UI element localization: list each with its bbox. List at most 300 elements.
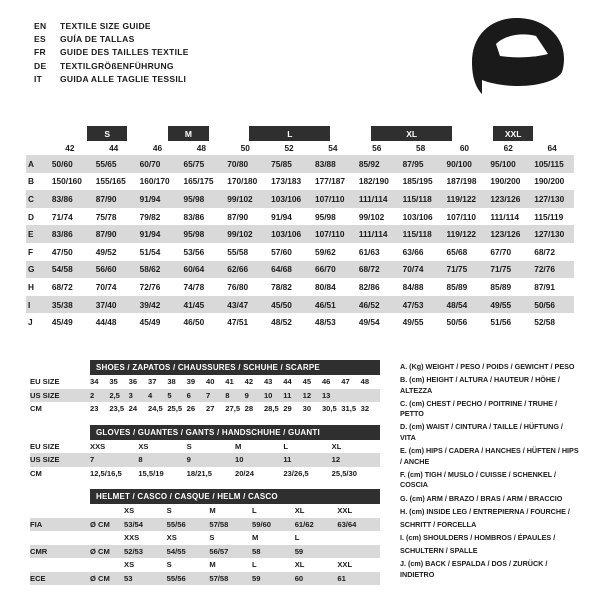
cell: 7: [205, 390, 211, 400]
row-label: ECE: [30, 573, 46, 583]
cell: 48: [360, 377, 370, 387]
cell: 52/58: [534, 317, 555, 328]
row-label: B: [28, 176, 34, 187]
cell: 48/54: [446, 299, 468, 310]
cell: 46/50: [183, 317, 205, 328]
cell: 10: [234, 455, 244, 465]
cell: 8: [225, 390, 230, 400]
cell: 34: [90, 377, 99, 387]
cell: 53: [124, 573, 133, 583]
cell: 99/102: [227, 229, 253, 240]
row-label: EU SIZE: [30, 377, 60, 387]
row-label: FIA: [30, 519, 43, 529]
cell: 111/114: [490, 211, 519, 222]
size-group-cell: L: [249, 126, 330, 141]
legend-item: A. (Kg) WEIGHT / PESO / POIDS / GEWICHT / PESO: [400, 362, 575, 371]
cell: 12: [302, 390, 312, 400]
cell: 38: [167, 377, 176, 387]
cell: 2: [90, 390, 95, 400]
legend-item-cont: SCHULTERN / SPALLE: [400, 545, 478, 555]
cell: 65/75: [183, 158, 205, 169]
cell: 60/70: [139, 158, 161, 169]
cell: 107/110: [314, 193, 345, 204]
cell: 62/66: [227, 264, 249, 275]
cell: 61/63: [358, 246, 380, 257]
cell: 65/68: [446, 246, 468, 257]
cell: 8: [138, 455, 143, 465]
cell: 177/187: [314, 176, 345, 187]
cell: 49/55: [490, 299, 512, 310]
size-table-group-header: [26, 126, 574, 141]
cell: 45: [302, 377, 312, 387]
cell: 68/72: [51, 281, 73, 292]
cell: 36: [128, 377, 138, 387]
cell: 40: [205, 377, 215, 387]
cell: 37/40: [95, 299, 117, 310]
cell: 83/86: [51, 229, 73, 240]
cell: XL: [294, 560, 305, 570]
legend-item: E. (cm) HIPS / CADERA / HANCHES / HÜFTEN / HIPS / ANCHE: [400, 446, 579, 466]
cell: S: [186, 441, 192, 451]
size-group-cell: [127, 126, 168, 141]
cell: 75/78: [95, 211, 117, 222]
cell: 56/57: [209, 546, 229, 556]
cell: XXL: [337, 506, 353, 516]
row-unit: Ø CM: [90, 546, 110, 556]
gloves-row-us: [30, 453, 380, 467]
table-row: [26, 243, 574, 261]
row-label: E: [28, 229, 34, 240]
language-row: [34, 60, 364, 73]
cell: 12,5/16,5: [90, 468, 122, 478]
shoes-row-cm: [30, 402, 380, 416]
cell: 119/122: [446, 229, 477, 240]
helmet-ece-header: [30, 558, 380, 572]
cell: 18/21,5: [186, 468, 212, 478]
size-group-cell: XXL: [493, 126, 534, 141]
cell: 13: [321, 390, 331, 400]
cell: [361, 391, 380, 400]
cell: 23/26,5: [283, 468, 309, 478]
cell: 87/90: [227, 211, 249, 222]
language-text: GUIDE DES TAILLES TEXTILE: [60, 47, 189, 58]
cell: 58: [252, 546, 261, 556]
cell: 55/56: [166, 519, 186, 529]
row-label: D: [28, 211, 34, 222]
size-group-cell: [46, 126, 87, 141]
language-row: [34, 46, 364, 59]
cell: 51/54: [139, 246, 161, 257]
cell: 68/72: [534, 246, 555, 257]
cell: 57/60: [271, 246, 292, 257]
cell: 37: [147, 377, 157, 387]
cell: 99/102: [358, 211, 385, 222]
cell: 115/118: [402, 193, 432, 204]
cell: XXL: [337, 560, 353, 570]
cell: 82/86: [358, 281, 380, 292]
cell: 45/49: [51, 317, 73, 328]
cell: 68/72: [358, 264, 380, 275]
cell: 50/56: [534, 299, 555, 310]
cell: 87/90: [95, 229, 117, 240]
row-label: EU SIZE: [30, 441, 60, 451]
size-group-cell: S: [87, 126, 128, 141]
cell: 155/165: [95, 176, 126, 187]
legend-item: B. (cm) HEIGHT / ALTURA / HAUTEUR / HÖHE / ALTEZZA: [400, 375, 560, 395]
cell: 103/106: [271, 229, 302, 240]
cell: 150/160: [51, 176, 82, 187]
cell: 5: [167, 390, 172, 400]
language-text: TEXTILGRÖßENFÜHRUNG: [60, 60, 174, 71]
cell: 91/94: [139, 229, 161, 240]
cell: 185/195: [402, 176, 433, 187]
cell: 57/58: [209, 573, 229, 583]
cell: 9: [244, 390, 249, 400]
cell: 63/66: [402, 246, 424, 257]
cell: 190/200: [490, 176, 521, 187]
size-table: [26, 126, 574, 331]
size-table-body: [26, 155, 574, 331]
cell: 95/98: [183, 229, 205, 240]
cell: 123/126: [490, 193, 521, 204]
cell: 28,5: [263, 404, 279, 414]
size-group-cell: XL: [371, 126, 452, 141]
cell: M: [209, 560, 216, 570]
cell: 85/89: [490, 281, 512, 292]
cell: 49/52: [95, 246, 117, 257]
row-label: CMR: [30, 546, 48, 556]
language-titles: [34, 20, 364, 86]
language-text: GUIDA ALLE TAGLIE TESSILI: [60, 73, 187, 84]
row-label: C: [28, 193, 34, 204]
language-row: [34, 20, 364, 33]
gloves-section-title: GLOVES / GUANTES / GANTS / HANDSCHUHE / GUANTI: [90, 425, 380, 440]
cell: 99/102: [227, 193, 253, 204]
table-row: [26, 190, 574, 208]
row-unit: Ø CM: [90, 573, 110, 583]
cell: XS: [138, 441, 149, 451]
row-label: CM: [30, 468, 42, 478]
size-group-cell: [452, 126, 493, 141]
cell: 127/130: [534, 193, 565, 204]
language-row: [34, 73, 364, 86]
size-number: 60: [459, 143, 470, 153]
size-group-cell: [330, 126, 371, 141]
cell: 47/53: [402, 299, 424, 310]
cell: 57/58: [209, 519, 229, 529]
language-code: ES: [34, 34, 46, 45]
cell: 10: [263, 390, 273, 400]
cell: 61/62: [294, 519, 314, 529]
cell: 127/130: [534, 229, 565, 240]
cell: 71/75: [490, 264, 512, 275]
cell: 53/54: [124, 519, 144, 529]
cell: 72/76: [139, 281, 161, 292]
cell: 45/50: [271, 299, 292, 310]
cell: 54/55: [166, 546, 186, 556]
cell: 4: [147, 390, 153, 400]
cell: 71/74: [51, 211, 73, 222]
cell: 63/64: [337, 519, 357, 529]
cell: 72/76: [534, 264, 555, 275]
legend-item-cont: SCHRITT / FORCELLA: [400, 519, 477, 529]
cell: 50/60: [51, 158, 73, 169]
table-row: [26, 261, 574, 279]
shoes-section-title: SHOES / ZAPATOS / CHAUSSURES / SCHUHE / SCARPE: [90, 360, 380, 375]
helmet-cmr-header: [30, 531, 380, 545]
cell: 35: [109, 377, 118, 387]
cell: 24: [128, 404, 138, 414]
cell: 123/126: [490, 229, 521, 240]
cell: 45/49: [139, 317, 161, 328]
table-row: [26, 155, 574, 173]
size-number: 52: [284, 143, 294, 153]
row-label: I: [28, 299, 31, 310]
cell: 6: [186, 390, 191, 400]
cell: 48/53: [314, 317, 336, 328]
row-label: A: [28, 158, 34, 169]
cell: 3: [128, 390, 133, 400]
cell: 11: [283, 390, 292, 400]
cell: [341, 391, 360, 400]
cell: 7: [90, 455, 95, 465]
cell: 64/68: [271, 264, 292, 275]
cell: 83/88: [314, 158, 336, 169]
size-number: 44: [109, 143, 119, 153]
cell: 30: [302, 404, 312, 414]
cell: M: [252, 533, 259, 543]
cell: 53/56: [183, 246, 205, 257]
size-number: 42: [65, 143, 75, 153]
table-row: [26, 296, 574, 314]
cell: 165/175: [183, 176, 214, 187]
size-group-cell: [533, 126, 574, 141]
cell: 47/51: [227, 317, 249, 328]
cell: 39: [186, 377, 196, 387]
cell: 23: [90, 404, 99, 414]
cell: 31,5: [341, 404, 357, 414]
cell: 79/82: [139, 211, 161, 222]
cell: 87/90: [95, 193, 117, 204]
language-code: EN: [34, 21, 47, 31]
cell: 87/95: [402, 158, 424, 169]
cell: M: [234, 441, 242, 451]
cell: 85/92: [358, 158, 380, 169]
cell: 39/42: [139, 299, 161, 310]
size-number: 46: [152, 143, 163, 153]
cell: XXS: [90, 441, 106, 451]
cell: 70/74: [402, 264, 424, 275]
legend-item: H. (cm) INSIDE LEG / ENTREPIERNA / FOURCHE /: [400, 506, 570, 516]
cell: 59: [294, 546, 304, 556]
cell: 11: [283, 455, 292, 465]
legend-item: G. (cm) ARM / BRAZO / BRAS / ARM / BRACCIO: [400, 493, 563, 503]
row-label: US SIZE: [30, 390, 60, 400]
cell: 25,5: [167, 404, 183, 414]
size-table-numbers: [26, 141, 574, 155]
cell: 70/74: [95, 281, 117, 292]
legend-item: F. (cm) TIGH / MUSLO / CUISSE / SCHENKEL / COSCIA: [400, 469, 557, 490]
cell: 28: [244, 404, 254, 414]
row-label: F: [28, 246, 34, 257]
cell: 52/53: [124, 546, 144, 556]
cell: 115/118: [402, 229, 432, 240]
cell: 47: [341, 377, 350, 387]
cell: 50/56: [446, 317, 468, 328]
cell: 44/48: [95, 317, 117, 328]
cell: 55/65: [95, 158, 117, 169]
cell: 103/106: [271, 193, 302, 204]
legend-item: I. (cm) SHOULDERS / HOMBROS / ÉPAULES /: [400, 532, 556, 542]
size-number: 48: [196, 143, 206, 153]
cell: XS: [124, 560, 135, 570]
cell: XS: [166, 533, 177, 543]
size-number: 50: [240, 143, 250, 153]
cell: 83/86: [51, 193, 73, 204]
cell: 15,5/19: [138, 468, 164, 478]
cell: 78/82: [271, 281, 292, 292]
cell: 95/100: [490, 158, 516, 169]
table-row: [26, 208, 574, 226]
cell: 182/190: [358, 176, 389, 187]
cell: 51/56: [490, 317, 512, 328]
cell: 46/51: [314, 299, 336, 310]
cell: 111/114: [358, 193, 388, 204]
cell: 187/198: [446, 176, 477, 187]
language-code: FR: [34, 47, 46, 58]
language-code: DE: [34, 60, 47, 71]
size-number: 62: [503, 143, 513, 153]
size-group-cell: M: [168, 126, 209, 141]
cell: 190/200: [534, 176, 565, 187]
cell: 173/183: [271, 176, 302, 187]
cell: 32: [360, 404, 370, 414]
cell: XS: [124, 506, 135, 516]
language-code: IT: [34, 73, 43, 84]
cell: 46/52: [358, 299, 380, 310]
helmet-cmr-values: [30, 545, 380, 559]
cell: 41/45: [183, 299, 205, 310]
cell: 27,5: [225, 404, 241, 414]
cell: 60/64: [183, 264, 205, 275]
cell: 49/54: [358, 317, 380, 328]
cell: 170/180: [227, 176, 258, 187]
cell: 95/98: [314, 211, 336, 222]
cell: XXS: [124, 533, 140, 543]
cell: 107/110: [314, 229, 345, 240]
cell: 20/24: [234, 468, 254, 478]
cell: 43: [263, 377, 273, 387]
cell: 25,5/30: [331, 468, 357, 478]
cell: 111/114: [358, 229, 388, 240]
cell: 59: [252, 573, 261, 583]
language-row: [34, 33, 364, 46]
cell: L: [283, 441, 288, 451]
helmet-fia-header: [30, 504, 380, 518]
gloves-row-cm: [30, 467, 380, 481]
cell: L: [252, 560, 257, 570]
cell: 54/58: [51, 264, 73, 275]
cell: 75/85: [271, 158, 292, 169]
measurement-legend: [400, 362, 580, 583]
size-number: 58: [415, 143, 426, 153]
row-label: H: [28, 281, 34, 292]
cell: 56/60: [95, 264, 117, 275]
cell: 74/78: [183, 281, 205, 292]
cell: S: [166, 560, 172, 570]
cell: 48/52: [271, 317, 292, 328]
cell: 23,5: [109, 404, 125, 414]
size-group-cell: [209, 126, 250, 141]
cell: 9: [186, 455, 191, 465]
cell: 60: [294, 573, 304, 583]
cell: 80/84: [314, 281, 336, 292]
cell: 59/62: [314, 246, 336, 257]
cell: 91/94: [271, 211, 292, 222]
cell: 61: [337, 573, 346, 583]
cell: 12: [331, 455, 341, 465]
cell: 35/38: [51, 299, 73, 310]
language-text: GUÍA DE TALLAS: [60, 34, 135, 45]
cell: 24,5: [147, 404, 163, 414]
shoes-row-us: [30, 389, 380, 403]
cell: 71/75: [446, 264, 468, 275]
helmet-section-title: HELMET / CASCO / CASQUE / HELM / CASCO: [90, 489, 380, 504]
table-row: [26, 173, 574, 191]
language-text: TEXTILE SIZE GUIDE: [60, 21, 151, 31]
cell: 27: [205, 404, 215, 414]
cell: 107/110: [446, 211, 477, 222]
row-label: US SIZE: [30, 455, 60, 465]
sub-tables: [30, 360, 380, 585]
row-label: G: [28, 264, 35, 275]
cell: 26: [186, 404, 196, 414]
table-row: [26, 278, 574, 296]
cell: 95/98: [183, 193, 205, 204]
cell: 105/115: [534, 158, 564, 169]
legend-item: C. (cm) CHEST / PECHO / POITRINE / TRUHE / PETTO: [400, 398, 557, 419]
cell: 2,5: [109, 390, 120, 400]
cell: 41: [225, 377, 234, 387]
size-number: 64: [547, 143, 557, 153]
cell: 55/58: [227, 246, 249, 257]
cell: 91/94: [139, 193, 161, 204]
helmet-ece-values: [30, 572, 380, 586]
cell: L: [294, 533, 300, 543]
table-row: [26, 313, 574, 331]
cell: 43/47: [227, 299, 249, 310]
size-number: 54: [328, 143, 338, 153]
cell: 49/55: [402, 317, 424, 328]
cell: 160/170: [139, 176, 170, 187]
helmet-icon: [462, 14, 572, 104]
cell: XL: [331, 441, 342, 451]
size-number: 56: [372, 143, 382, 153]
cell: 30,5: [321, 404, 337, 414]
cell: 66/70: [314, 264, 336, 275]
cell: XL: [294, 506, 305, 516]
helmet-fia-values: [30, 518, 380, 532]
cell: 87/91: [534, 281, 555, 292]
legend-item: D. (cm) WAIST / CINTURA / TAILLE / HÜFTUNG / VITA: [400, 422, 563, 443]
row-unit: Ø CM: [90, 519, 110, 529]
cell: 47/50: [51, 246, 73, 257]
cell: M: [209, 506, 216, 516]
cell: 46: [321, 377, 331, 387]
cell: 119/122: [446, 193, 477, 204]
cell: 29: [283, 404, 292, 414]
cell: 90/100: [446, 158, 472, 169]
